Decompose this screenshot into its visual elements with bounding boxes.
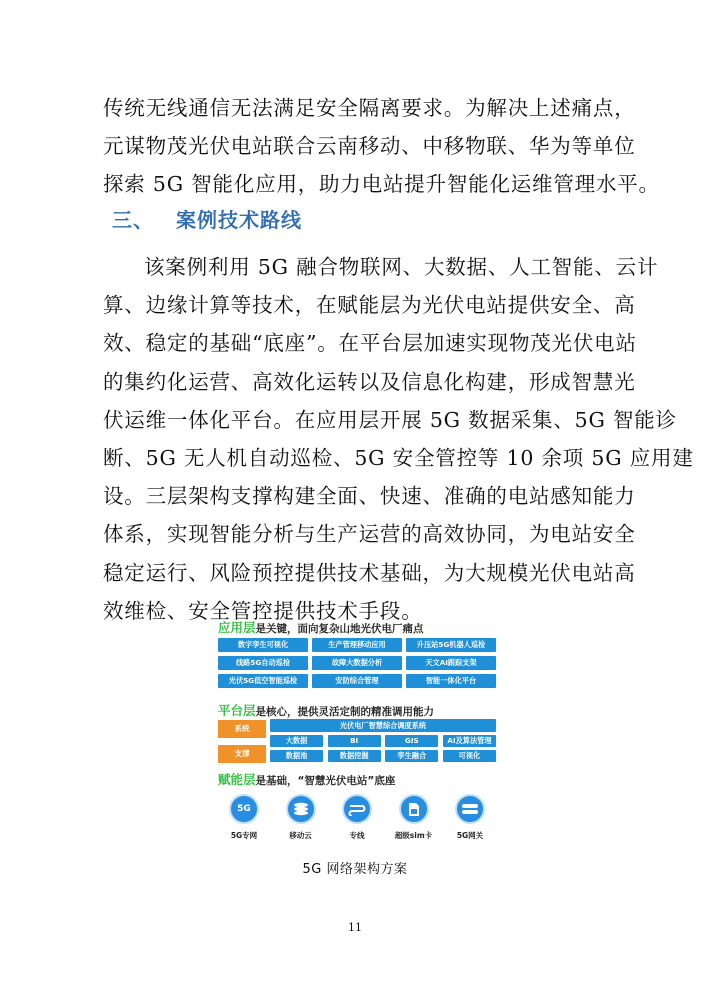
- section-title: 案例技术路线: [176, 208, 302, 232]
- architecture-figure: [212, 616, 498, 838]
- system-box: 光伏电厂智慧综合调度系统: [270, 719, 496, 732]
- app-layer-desc: 是关键，面向复杂山地光伏电厂痛点: [255, 623, 424, 635]
- text-line: 算、边缘计算等技术，在赋能层为光伏电站提供安全、高: [103, 293, 636, 318]
- enable-layer-icons: [218, 794, 496, 841]
- section-heading: [112, 204, 302, 233]
- app-row: [218, 656, 496, 670]
- app-box: 天文AI跟踪支架: [406, 656, 496, 670]
- text-line: 的集约化运营、高效化运转以及信息化构建，形成智慧光: [103, 369, 636, 394]
- app-box: 升压站5G机器人巡检: [406, 638, 496, 652]
- platform-row: [270, 750, 496, 762]
- platform-box: BI: [328, 735, 381, 747]
- enable-label: 移动云: [289, 831, 312, 840]
- system-tag: 系统: [218, 720, 266, 738]
- text-line: 元谋物茂光伏电站联合云南移动、中移物联、华为等单位: [103, 134, 636, 159]
- gateway-icon: [455, 794, 485, 824]
- platform-box: 数据挖掘: [328, 750, 381, 762]
- app-layer-title: [218, 618, 424, 636]
- paragraph-1: [103, 89, 660, 204]
- app-layer-grid: [218, 638, 496, 692]
- app-box: 生产管理移动应用: [312, 638, 402, 652]
- text-line: 该案例利用 5G 融合物联网、大数据、人工智能、云计: [144, 255, 659, 279]
- platform-box: 数据池: [270, 750, 323, 762]
- paragraph-2: [103, 248, 694, 630]
- enable-item: [218, 794, 270, 841]
- enable-item: [331, 794, 383, 841]
- enable-label: 超级sim卡: [394, 831, 433, 840]
- enable-item: [444, 794, 496, 841]
- platform-layer-name: 平台层: [218, 703, 256, 718]
- text-line: 效维检、安全管控提供技术手段。: [103, 598, 423, 623]
- sim-card-icon: [399, 794, 429, 824]
- enable-layer-desc: 是基础，“智慧光伏电站”底座: [255, 775, 396, 787]
- text-line: 设。三层架构支撑构建全面、快速、准确的电站感知能力: [103, 484, 636, 509]
- app-box: 智能一体化平台: [406, 674, 496, 688]
- platform-row: [270, 735, 496, 747]
- platform-box: 可视化: [443, 750, 496, 762]
- enable-item: [388, 794, 440, 841]
- platform-boxes: [270, 719, 496, 762]
- text-line: 传统无线通信无法满足安全隔离要求。为解决上述痛点，: [103, 96, 636, 120]
- page-number: 11: [348, 921, 362, 934]
- dedicated-line-icon: [342, 794, 372, 824]
- mobile-cloud-icon: [286, 794, 316, 824]
- platform-layer-title: [218, 701, 434, 719]
- section-number: 三、: [112, 208, 154, 232]
- enable-layer-title: [218, 770, 395, 788]
- app-row: [218, 674, 496, 688]
- enable-layer-name: 赋能层: [218, 772, 256, 787]
- enable-label: 专线: [349, 831, 365, 840]
- figure-caption: 5G 网络架构方案: [302, 862, 408, 877]
- text-line: 效、稳定的基础“底座”。在平台层加速实现物茂光伏电站: [103, 331, 637, 356]
- app-box: 数字孪生可视化: [218, 638, 308, 652]
- enable-label: 5G网关: [456, 831, 484, 840]
- support-tag: 支撑: [218, 745, 266, 763]
- enable-label: 5G专网: [230, 831, 258, 840]
- app-box: 光伏5G低空智能巡检: [218, 674, 308, 688]
- 5g-icon: 5G: [229, 794, 259, 824]
- text-line: 伏运维一体化平台。在应用层开展 5G 数据采集、5G 智能诊: [103, 407, 677, 432]
- platform-box: 孪生融合: [385, 750, 438, 762]
- enable-item: [275, 794, 327, 841]
- text-line: 断、5G 无人机自动巡检、5G 安全管控等 10 余项 5G 应用建: [103, 446, 694, 471]
- app-box: 线路5G自动巡检: [218, 656, 308, 670]
- app-box: 安防综合管理: [312, 674, 402, 688]
- app-layer-name: 应用层: [218, 620, 256, 635]
- text-line: 稳定运行、风险预控提供技术基础，为大规模光伏电站高: [103, 560, 636, 585]
- text-line: 体系，实现智能分析与生产运营的高效协同，为电站安全: [103, 522, 636, 547]
- platform-box: GIS: [385, 735, 438, 747]
- platform-box: AI及算法管理: [443, 735, 496, 747]
- app-row: [218, 638, 496, 652]
- platform-box: 大数据: [270, 735, 323, 747]
- platform-layer-desc: 是核心，提供灵活定制的精准调用能力: [255, 706, 435, 718]
- app-box: 故障大数据分析: [312, 656, 402, 670]
- text-line: 探索 5G 智能化应用，助力电站提升智能化运维管理水平。: [103, 172, 660, 197]
